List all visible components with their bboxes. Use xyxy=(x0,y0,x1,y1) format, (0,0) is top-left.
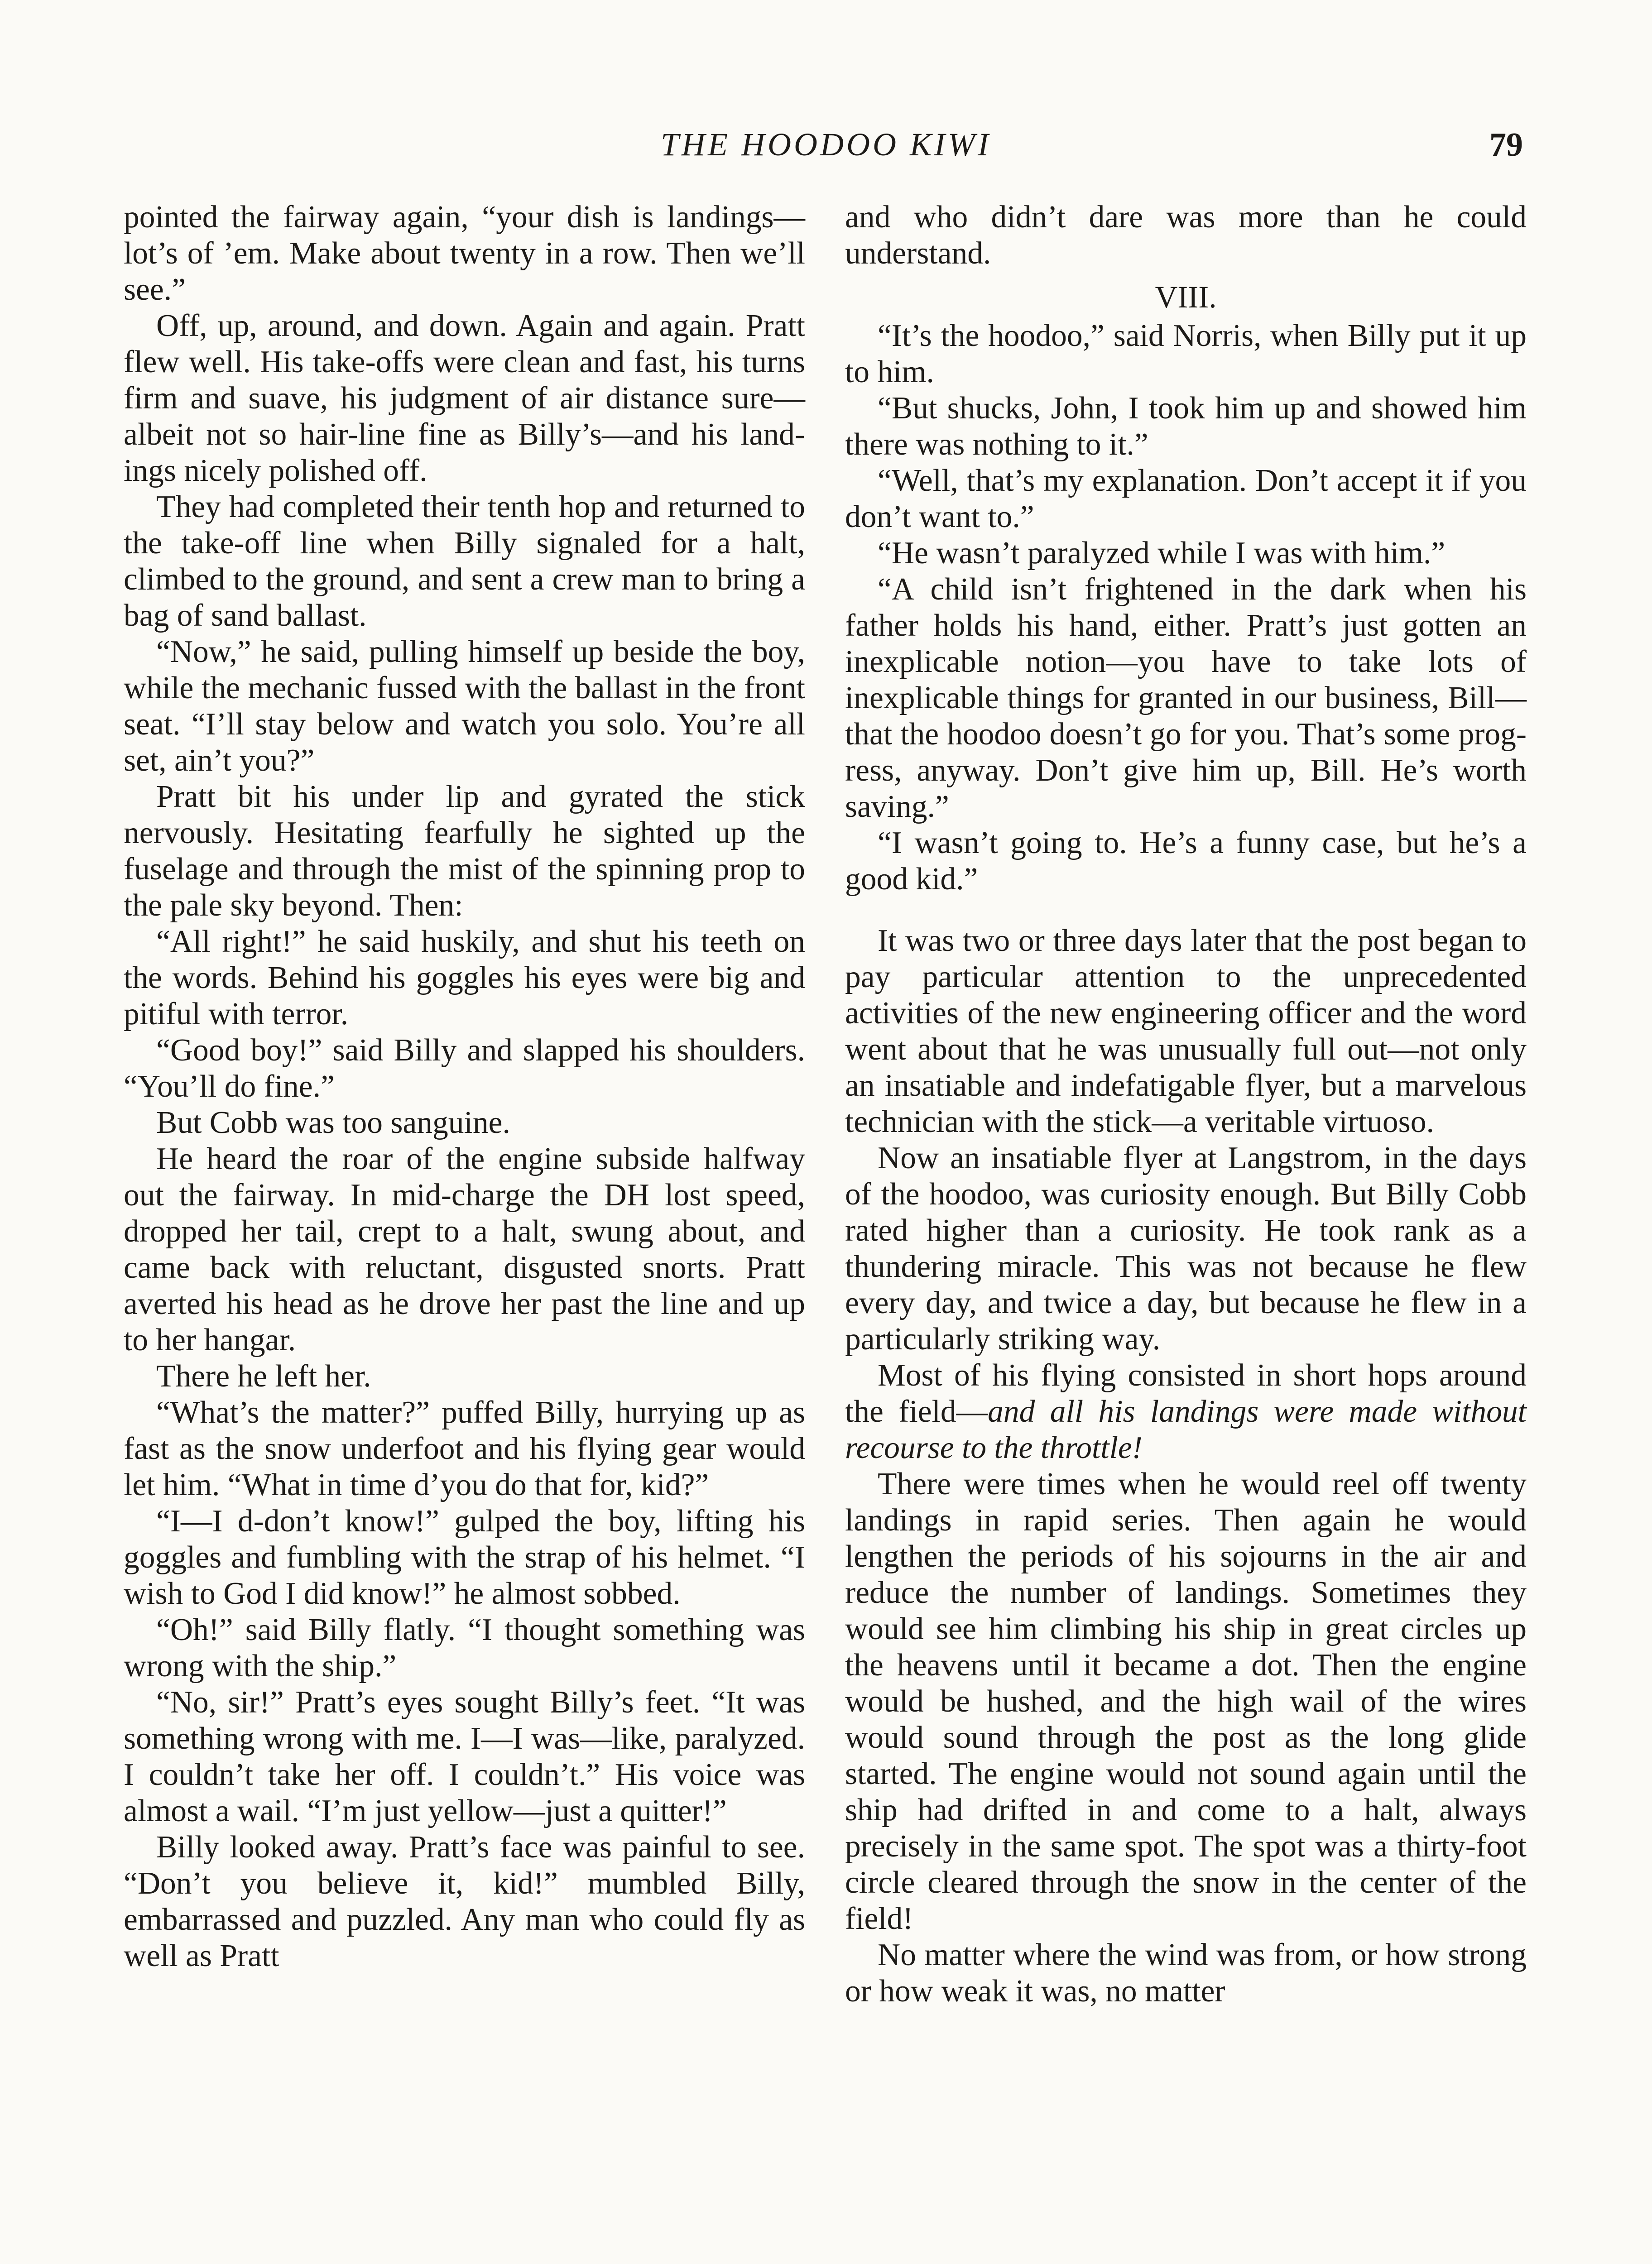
paragraph: “Good boy!” said Billy and slapped his shoulders. “You’ll do fine.” xyxy=(124,1033,805,1104)
paragraph: “It’s the hoodoo,” said Norris, when Billy put it up to him. xyxy=(845,318,1527,389)
paragraph: “Oh!” said Billy flatly. “I thought something was wrong with the ship.” xyxy=(124,1612,805,1684)
italic-emphasis: and all his landings were made without recourse to the throttle! xyxy=(845,1394,1527,1465)
paragraph: There were times when he would reel off twenty landings in rapid series. Then again he would lengthen the periods of his sojourns in the air and reduce the number of landings. Sometimes they would see him climbing his ship in great circles up the heavens until it became a dot. Then the engine would be hushed, and the high wail of the wires would sound through the post as the long glide started. The engine would not sound again until the ship had drifted in and come to a halt, always precisely in the same spot. The spot was a thirty-foot circle cleared through the snow in the center of the field! xyxy=(845,1467,1527,1936)
paragraph: “A child isn’t frightened in the dark when his father holds his hand, either. Pratt’s just gotten an inexplicable notion—you have to take lots of inexplicable things for granted in our business, Bill—that the hoodoo doesn’t go for you. That’s some progress, anyway. Don’t give him up, Bill. He’s worth saving.” xyxy=(845,572,1527,824)
paragraph: “No, sir!” Pratt’s eyes sought Billy’s feet. “It was something wrong with me. I—I was—like, paralyzed. I couldn’t take her off. I couldn’t.” His voice was almost a wail. “I’m just yellow—just a quitter!” xyxy=(124,1685,805,1828)
paragraph: Pratt bit his under lip and gyrated the stick nervously. Hesitating fearfully he sighted up the fuselage and through the mist of the spinning prop to the pale sky beyond. Then: xyxy=(124,779,805,923)
paragraph: “Well, that’s my explanation. Don’t accept it if you don’t want to.” xyxy=(845,463,1527,534)
paragraph: “What’s the matter?” puffed Billy, hurrying up as fast as the snow underfoot and his flying gear would let him. “What in time d’you do that for, kid?” xyxy=(124,1395,805,1502)
paragraph: “I—I d-don’t know!” gulped the boy, lifting his goggles and fumbling with the strap of his helmet. “I wish to God I did know!” he almost sobbed. xyxy=(124,1504,805,1611)
paragraph: “But shucks, John, I took him up and showed him there was nothing to it.” xyxy=(845,391,1527,462)
paragraph: It was two or three days later that the post began to pay particular attention to the unprecedented activities of the new engineering officer and the word went about that he was unusually full out—not only an insatiable and indefatigable flyer, but a marvelous technician with the stick—a veritable virtuoso. xyxy=(845,923,1527,1139)
section-heading: VIII. xyxy=(1155,280,1217,314)
paragraph xyxy=(845,1357,1527,1466)
paragraph: “Now,” he said, pulling himself up beside the boy, while the mechanic fussed with the ballast in the front seat. “I’ll stay below and watch you solo. You’re all set, ain’t you?” xyxy=(124,634,805,778)
paragraph: Now an insatiable flyer at Langstrom, in the days of the hoodoo, was curiosity enough. But Billy Cobb rated higher than a curiosity. He took rank as a thundering miracle. This was not because he flew every day, and twice a day, but because he flew in a particularly striking way. xyxy=(845,1141,1527,1357)
paragraph: He heard the roar of the engine subside halfway out the fairway. In mid-charge the DH lost speed, dropped her tail, crept to a halt, swung about, and came back with reluctant, disgusted snorts. Pratt averted his head as he drove her past the line and up to her hangar. xyxy=(124,1142,805,1357)
page-number: 79 xyxy=(1489,126,1523,163)
paragraph: Billy looked away. Pratt’s face was painful to see. “Don’t you believe it, kid!” mumbled Billy, embarrassed and puzzled. Any man who could fly as well as Pratt xyxy=(124,1830,805,1973)
paragraph: But Cobb was too sanguine. xyxy=(156,1105,510,1140)
paragraph: They had completed their tenth hop and returned to the take-off line when Billy signaled for a halt, climbed to the ground, and sent a crew man to bring a bag of sand ballast. xyxy=(124,489,805,633)
paragraph-continuation: and who didn’t dare was more than he could understand. xyxy=(845,200,1527,271)
running-head xyxy=(0,126,1652,171)
running-title: THE HOODOO KIWI xyxy=(661,126,991,163)
paragraph: No matter where the wind was from, or how strong or how weak it was, no matter xyxy=(845,1938,1527,2009)
left-column xyxy=(124,199,805,1974)
paragraph: “All right!” he said huskily, and shut his teeth on the words. Behind his goggles his eyes were big and pitiful with terror. xyxy=(124,924,805,1031)
paragraph-text: Most of his flying consisted in short hops around the field— xyxy=(845,1358,1527,1429)
paragraph: Off, up, around, and down. Again and again. Pratt flew well. His take-offs were clean and fast, his turns firm and suave, his judgment of air distance sure—albeit not so hair-line fine as Billy’s—and his landings nicely polished off. xyxy=(124,308,805,488)
paragraph: pointed the fairway again, “your dish is landings—lot’s of ’em. Make about twenty in a row. Then we’ll see.” xyxy=(124,200,805,307)
paragraph: There he left her. xyxy=(156,1359,371,1394)
right-column xyxy=(845,199,1527,2010)
paragraph: “He wasn’t paralyzed while I was with him.” xyxy=(878,536,1446,571)
paragraph: “I wasn’t going to. He’s a funny case, but he’s a good kid.” xyxy=(845,825,1527,897)
